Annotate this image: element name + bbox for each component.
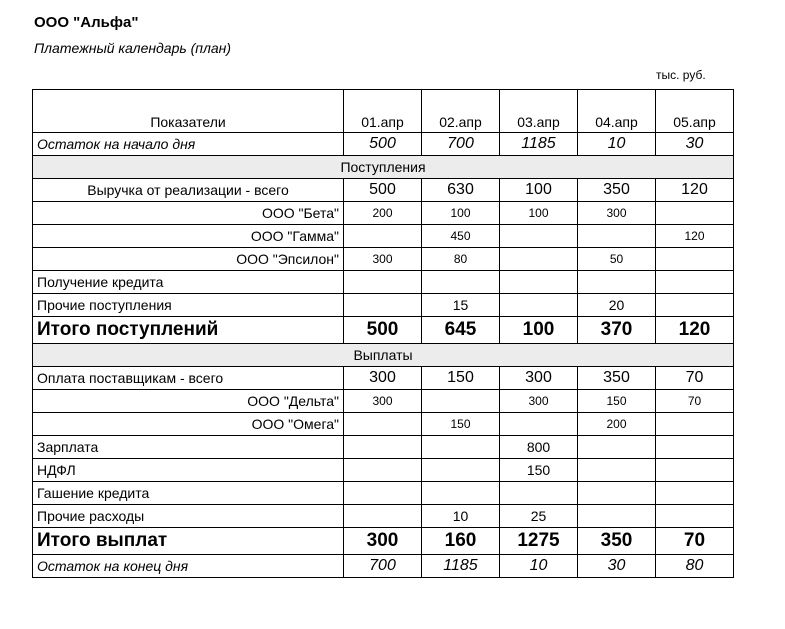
table-cell: 100 xyxy=(422,202,500,225)
total-payments-row xyxy=(33,528,734,555)
table-cell: 1275 xyxy=(500,528,578,555)
revenue-row xyxy=(33,179,734,202)
header-date: 04.апр xyxy=(578,90,656,133)
table-cell: 300 xyxy=(344,367,422,390)
table-cell: 100 xyxy=(500,317,578,344)
table-cell: 120 xyxy=(656,225,734,248)
table-cell: 300 xyxy=(500,390,578,413)
table-cell: 300 xyxy=(344,390,422,413)
table-cell: 370 xyxy=(578,317,656,344)
table-cell: 30 xyxy=(656,133,734,156)
table-cell: 350 xyxy=(578,367,656,390)
row-label: Гашение кредита xyxy=(33,482,344,505)
receipts-section-row xyxy=(33,156,734,179)
table-cell: 300 xyxy=(344,528,422,555)
company-name: ООО "Альфа" xyxy=(34,14,139,31)
ndfl-row xyxy=(33,459,734,482)
table-cell: 500 xyxy=(344,179,422,202)
row-label: Оплата поставщикам - всего xyxy=(33,367,344,390)
section-heading: Поступления xyxy=(33,156,734,179)
table-cell: 100 xyxy=(500,179,578,202)
table-cell: 450 xyxy=(422,225,500,248)
header-date: 02.апр xyxy=(422,90,500,133)
table-cell xyxy=(344,459,422,482)
payment-calendar-table xyxy=(32,89,734,578)
row-label: Прочие поступления xyxy=(33,294,344,317)
table-cell: 500 xyxy=(344,317,422,344)
revenue-gamma-row xyxy=(33,225,734,248)
table-cell xyxy=(422,459,500,482)
other-expenses-row xyxy=(33,505,734,528)
payments-section-row xyxy=(33,344,734,367)
table-cell: 350 xyxy=(578,179,656,202)
table-cell xyxy=(578,225,656,248)
table-cell: 300 xyxy=(578,202,656,225)
table-cell: 150 xyxy=(500,459,578,482)
table-cell xyxy=(500,482,578,505)
table-cell: 300 xyxy=(500,367,578,390)
table-cell xyxy=(344,413,422,436)
row-label: Выручка от реализации - всего xyxy=(33,179,344,202)
table-cell xyxy=(500,271,578,294)
table-cell: 70 xyxy=(656,390,734,413)
table-cell: 800 xyxy=(500,436,578,459)
revenue-epsilon-row xyxy=(33,248,734,271)
header-date: 05.апр xyxy=(656,90,734,133)
table-cell: 120 xyxy=(656,317,734,344)
report-title: Платежный календарь (план) xyxy=(34,40,232,56)
row-label: ООО "Омега" xyxy=(33,413,344,436)
table-cell: 630 xyxy=(422,179,500,202)
table-cell xyxy=(656,271,734,294)
supplier-omega-row xyxy=(33,413,734,436)
row-label: ООО "Бета" xyxy=(33,202,344,225)
table-cell: 70 xyxy=(656,528,734,555)
table-cell: 700 xyxy=(422,133,500,156)
revenue-beta-row xyxy=(33,202,734,225)
table-cell: 700 xyxy=(344,555,422,578)
table-cell xyxy=(578,271,656,294)
table-cell xyxy=(578,505,656,528)
closing-balance-row xyxy=(33,555,734,578)
table-cell: 150 xyxy=(578,390,656,413)
table-cell: 70 xyxy=(656,367,734,390)
table-cell: 25 xyxy=(500,505,578,528)
table-cell: 50 xyxy=(578,248,656,271)
table-cell xyxy=(422,482,500,505)
table-cell: 80 xyxy=(656,555,734,578)
row-label: Зарплата xyxy=(33,436,344,459)
table-cell: 200 xyxy=(578,413,656,436)
table-cell xyxy=(422,436,500,459)
row-label: Остаток на конец дня xyxy=(33,555,344,578)
table-cell: 20 xyxy=(578,294,656,317)
table-cell xyxy=(656,294,734,317)
supplier-delta-row xyxy=(33,390,734,413)
other-receipts-row xyxy=(33,294,734,317)
table-cell: 350 xyxy=(578,528,656,555)
table-cell: 1185 xyxy=(500,133,578,156)
table-cell xyxy=(500,294,578,317)
total-receipts-row xyxy=(33,317,734,344)
table-cell: 100 xyxy=(500,202,578,225)
table-cell: 30 xyxy=(578,555,656,578)
table-cell xyxy=(656,459,734,482)
table-cell: 10 xyxy=(422,505,500,528)
table-cell xyxy=(656,482,734,505)
table-cell: 10 xyxy=(500,555,578,578)
row-label: ООО "Гамма" xyxy=(33,225,344,248)
table-cell xyxy=(656,202,734,225)
table-cell xyxy=(344,294,422,317)
table-cell xyxy=(578,459,656,482)
table-cell xyxy=(344,271,422,294)
table-cell: 200 xyxy=(344,202,422,225)
header-indicators: Показатели xyxy=(33,90,344,133)
table-cell: 15 xyxy=(422,294,500,317)
table-cell xyxy=(578,482,656,505)
credit-repayment-row xyxy=(33,482,734,505)
table-cell xyxy=(656,505,734,528)
table-cell xyxy=(422,390,500,413)
table-cell: 120 xyxy=(656,179,734,202)
row-label: ООО "Дельта" xyxy=(33,390,344,413)
header-date: 01.апр xyxy=(344,90,422,133)
row-label: НДФЛ xyxy=(33,459,344,482)
table-cell xyxy=(656,436,734,459)
table-cell xyxy=(344,436,422,459)
salary-row xyxy=(33,436,734,459)
table-cell: 80 xyxy=(422,248,500,271)
table-cell xyxy=(500,413,578,436)
table-cell xyxy=(500,248,578,271)
table-cell xyxy=(656,248,734,271)
table-cell: 645 xyxy=(422,317,500,344)
suppliers-row xyxy=(33,367,734,390)
row-label: Прочие расходы xyxy=(33,505,344,528)
credit-received-row xyxy=(33,271,734,294)
table-cell: 150 xyxy=(422,367,500,390)
table-cell: 1185 xyxy=(422,555,500,578)
row-label: Итого выплат xyxy=(33,528,344,555)
table-cell xyxy=(344,225,422,248)
table-cell xyxy=(422,271,500,294)
header-row xyxy=(33,90,734,133)
row-label: Итого поступлений xyxy=(33,317,344,344)
section-heading: Выплаты xyxy=(33,344,734,367)
row-label: Получение кредита xyxy=(33,271,344,294)
table-cell xyxy=(344,505,422,528)
table-cell: 160 xyxy=(422,528,500,555)
units-label: тыс. руб. xyxy=(656,68,706,82)
table-cell: 500 xyxy=(344,133,422,156)
header-date: 03.апр xyxy=(500,90,578,133)
table-cell: 10 xyxy=(578,133,656,156)
table-cell xyxy=(656,413,734,436)
table-cell xyxy=(578,436,656,459)
table-cell: 300 xyxy=(344,248,422,271)
row-label: ООО "Эпсилон" xyxy=(33,248,344,271)
table-cell: 150 xyxy=(422,413,500,436)
table-cell xyxy=(344,482,422,505)
row-label: Остаток на начало дня xyxy=(33,133,344,156)
table-cell xyxy=(500,225,578,248)
opening-balance-row xyxy=(33,133,734,156)
